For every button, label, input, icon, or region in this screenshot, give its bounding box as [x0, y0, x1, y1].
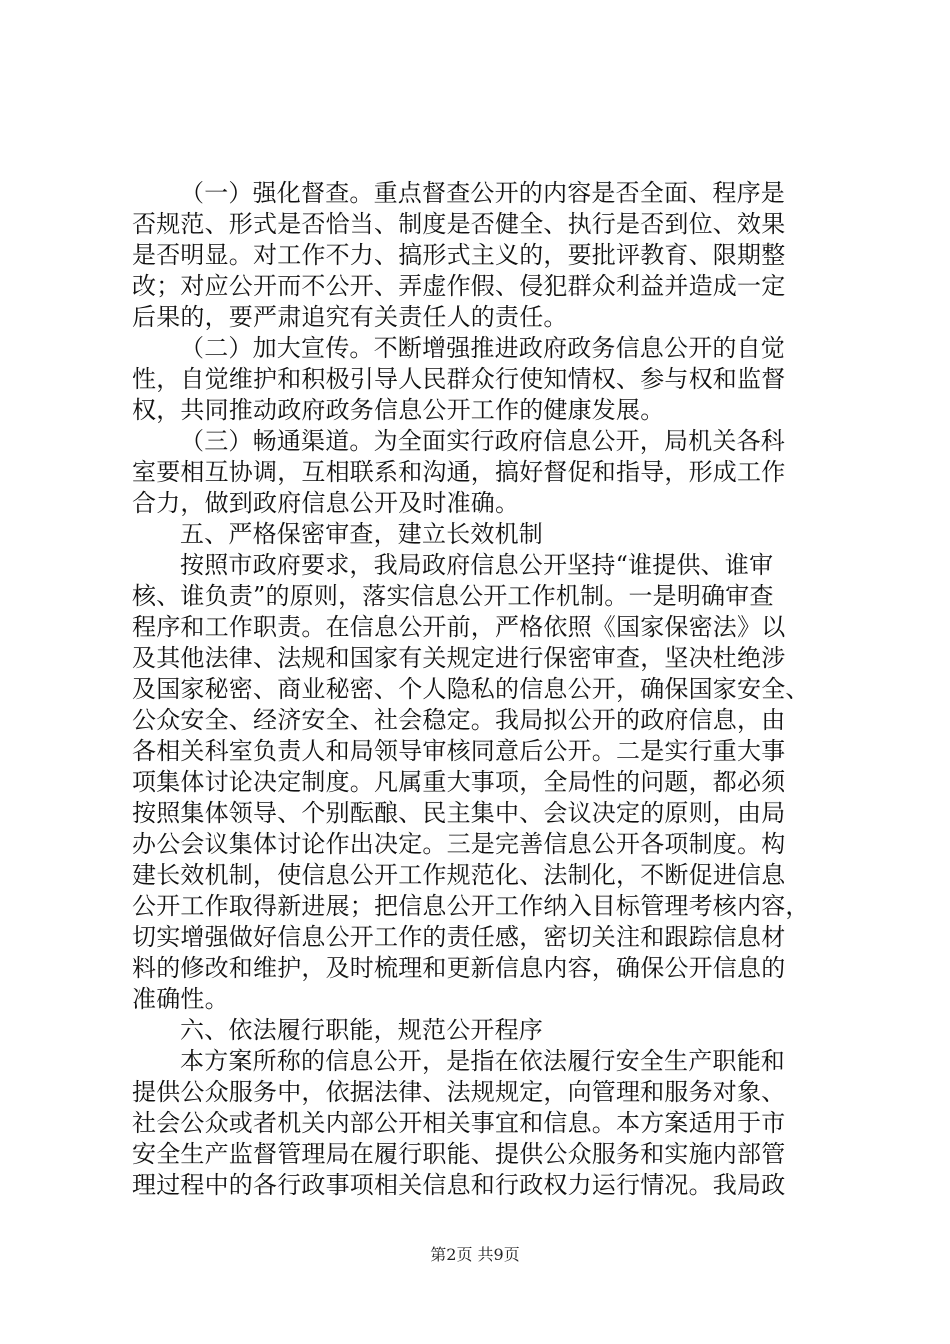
paragraph-line: 社会公众或者机关内部公开相关事宜和信息。本方案适用于市	[132, 1109, 786, 1137]
paragraph-line: 项集体讨论决定制度。凡属重大事项，全局性的问题，都必须	[132, 768, 786, 796]
paragraph-line: 改；对应公开而不公开、弄虚作假、侵犯群众利益并造成一定	[132, 272, 786, 300]
paragraph-line: 按照市政府要求，我局政府信息公开坚持“谁提供、谁审	[180, 551, 774, 579]
paragraph-line: 准确性。	[132, 985, 229, 1013]
paragraph-line: 切实增强做好信息公开工作的责任感，密切关注和跟踪信息材	[132, 923, 786, 951]
paragraph-line: 后果的，要严肃追究有关责任人的责任。	[132, 303, 568, 331]
paragraph-line: 料的修改和维护，及时梳理和更新信息内容，确保公开信息的	[132, 954, 786, 982]
section-heading: 六、依法履行职能，规范公开程序	[180, 1016, 543, 1044]
paragraph-line: 安全生产监督管理局在履行职能、提供公众服务和实施内部管	[132, 1140, 786, 1168]
paragraph-line: 及国家秘密、商业秘密、个人隐私的信息公开，确保国家安全、	[132, 675, 810, 703]
paragraph-line: 是否明显。对工作不力、搞形式主义的，要批评教育、限期整	[132, 241, 786, 269]
paragraph-line: 室要相互协调，互相联系和沟通，搞好督促和指导，形成工作	[132, 458, 786, 486]
section-heading: 五、严格保密审查，建立长效机制	[180, 520, 543, 548]
paragraph-line: 按照集体领导、个别酝酿、民主集中、会议决定的原则，由局	[132, 799, 786, 827]
paragraph-line: 提供公众服务中，依据法律、法规规定，向管理和服务对象、	[132, 1078, 786, 1106]
paragraph-line: 公众安全、经济安全、社会稳定。我局拟公开的政府信息，由	[132, 706, 786, 734]
paragraph-line: 理过程中的各行政事项相关信息和行政权力运行情况。我局政	[132, 1171, 786, 1199]
page-footer: 第2页 共9页	[430, 1245, 520, 1264]
paragraph-line: 及其他法律、法规和国家有关规定进行保密审查，坚决杜绝涉	[132, 644, 786, 672]
paragraph-line: 各相关科室负责人和局领导审核同意后公开。二是实行重大事	[132, 737, 786, 765]
paragraph-line: （一）强化督查。重点督查公开的内容是否全面、程序是	[180, 179, 785, 207]
paragraph-line: 否规范、形式是否恰当、制度是否健全、执行是否到位、效果	[132, 210, 786, 238]
paragraph-line: 核、谁负责”的原则，落实信息公开工作机制。一是明确审查	[132, 582, 774, 610]
paragraph-line: （三）畅通渠道。为全面实行政府信息公开，局机关各科	[180, 427, 785, 455]
paragraph-line: 建长效机制，使信息公开工作规范化、法制化，不断促进信息	[132, 861, 786, 889]
paragraph-line: 公开工作取得新进展；把信息公开工作纳入目标管理考核内容，	[132, 892, 810, 920]
paragraph-line: 权，共同推动政府政务信息公开工作的健康发展。	[132, 396, 665, 424]
paragraph-line: 合力，做到政府信息公开及时准确。	[132, 489, 520, 517]
paragraph-line: 办公会议集体讨论作出决定。三是完善信息公开各项制度。构	[132, 830, 786, 858]
document-body	[132, 178, 832, 1201]
paragraph-line: 性，自觉维护和积极引导人民群众行使知情权、参与权和监督	[132, 365, 786, 393]
paragraph-line: （二）加大宣传。不断增强推进政府政务信息公开的自觉	[180, 334, 785, 362]
paragraph-line: 程序和工作职责。在信息公开前，严格依照《国家保密法》以	[132, 613, 786, 641]
paragraph-line: 本方案所称的信息公开，是指在依法履行安全生产职能和	[180, 1047, 785, 1075]
